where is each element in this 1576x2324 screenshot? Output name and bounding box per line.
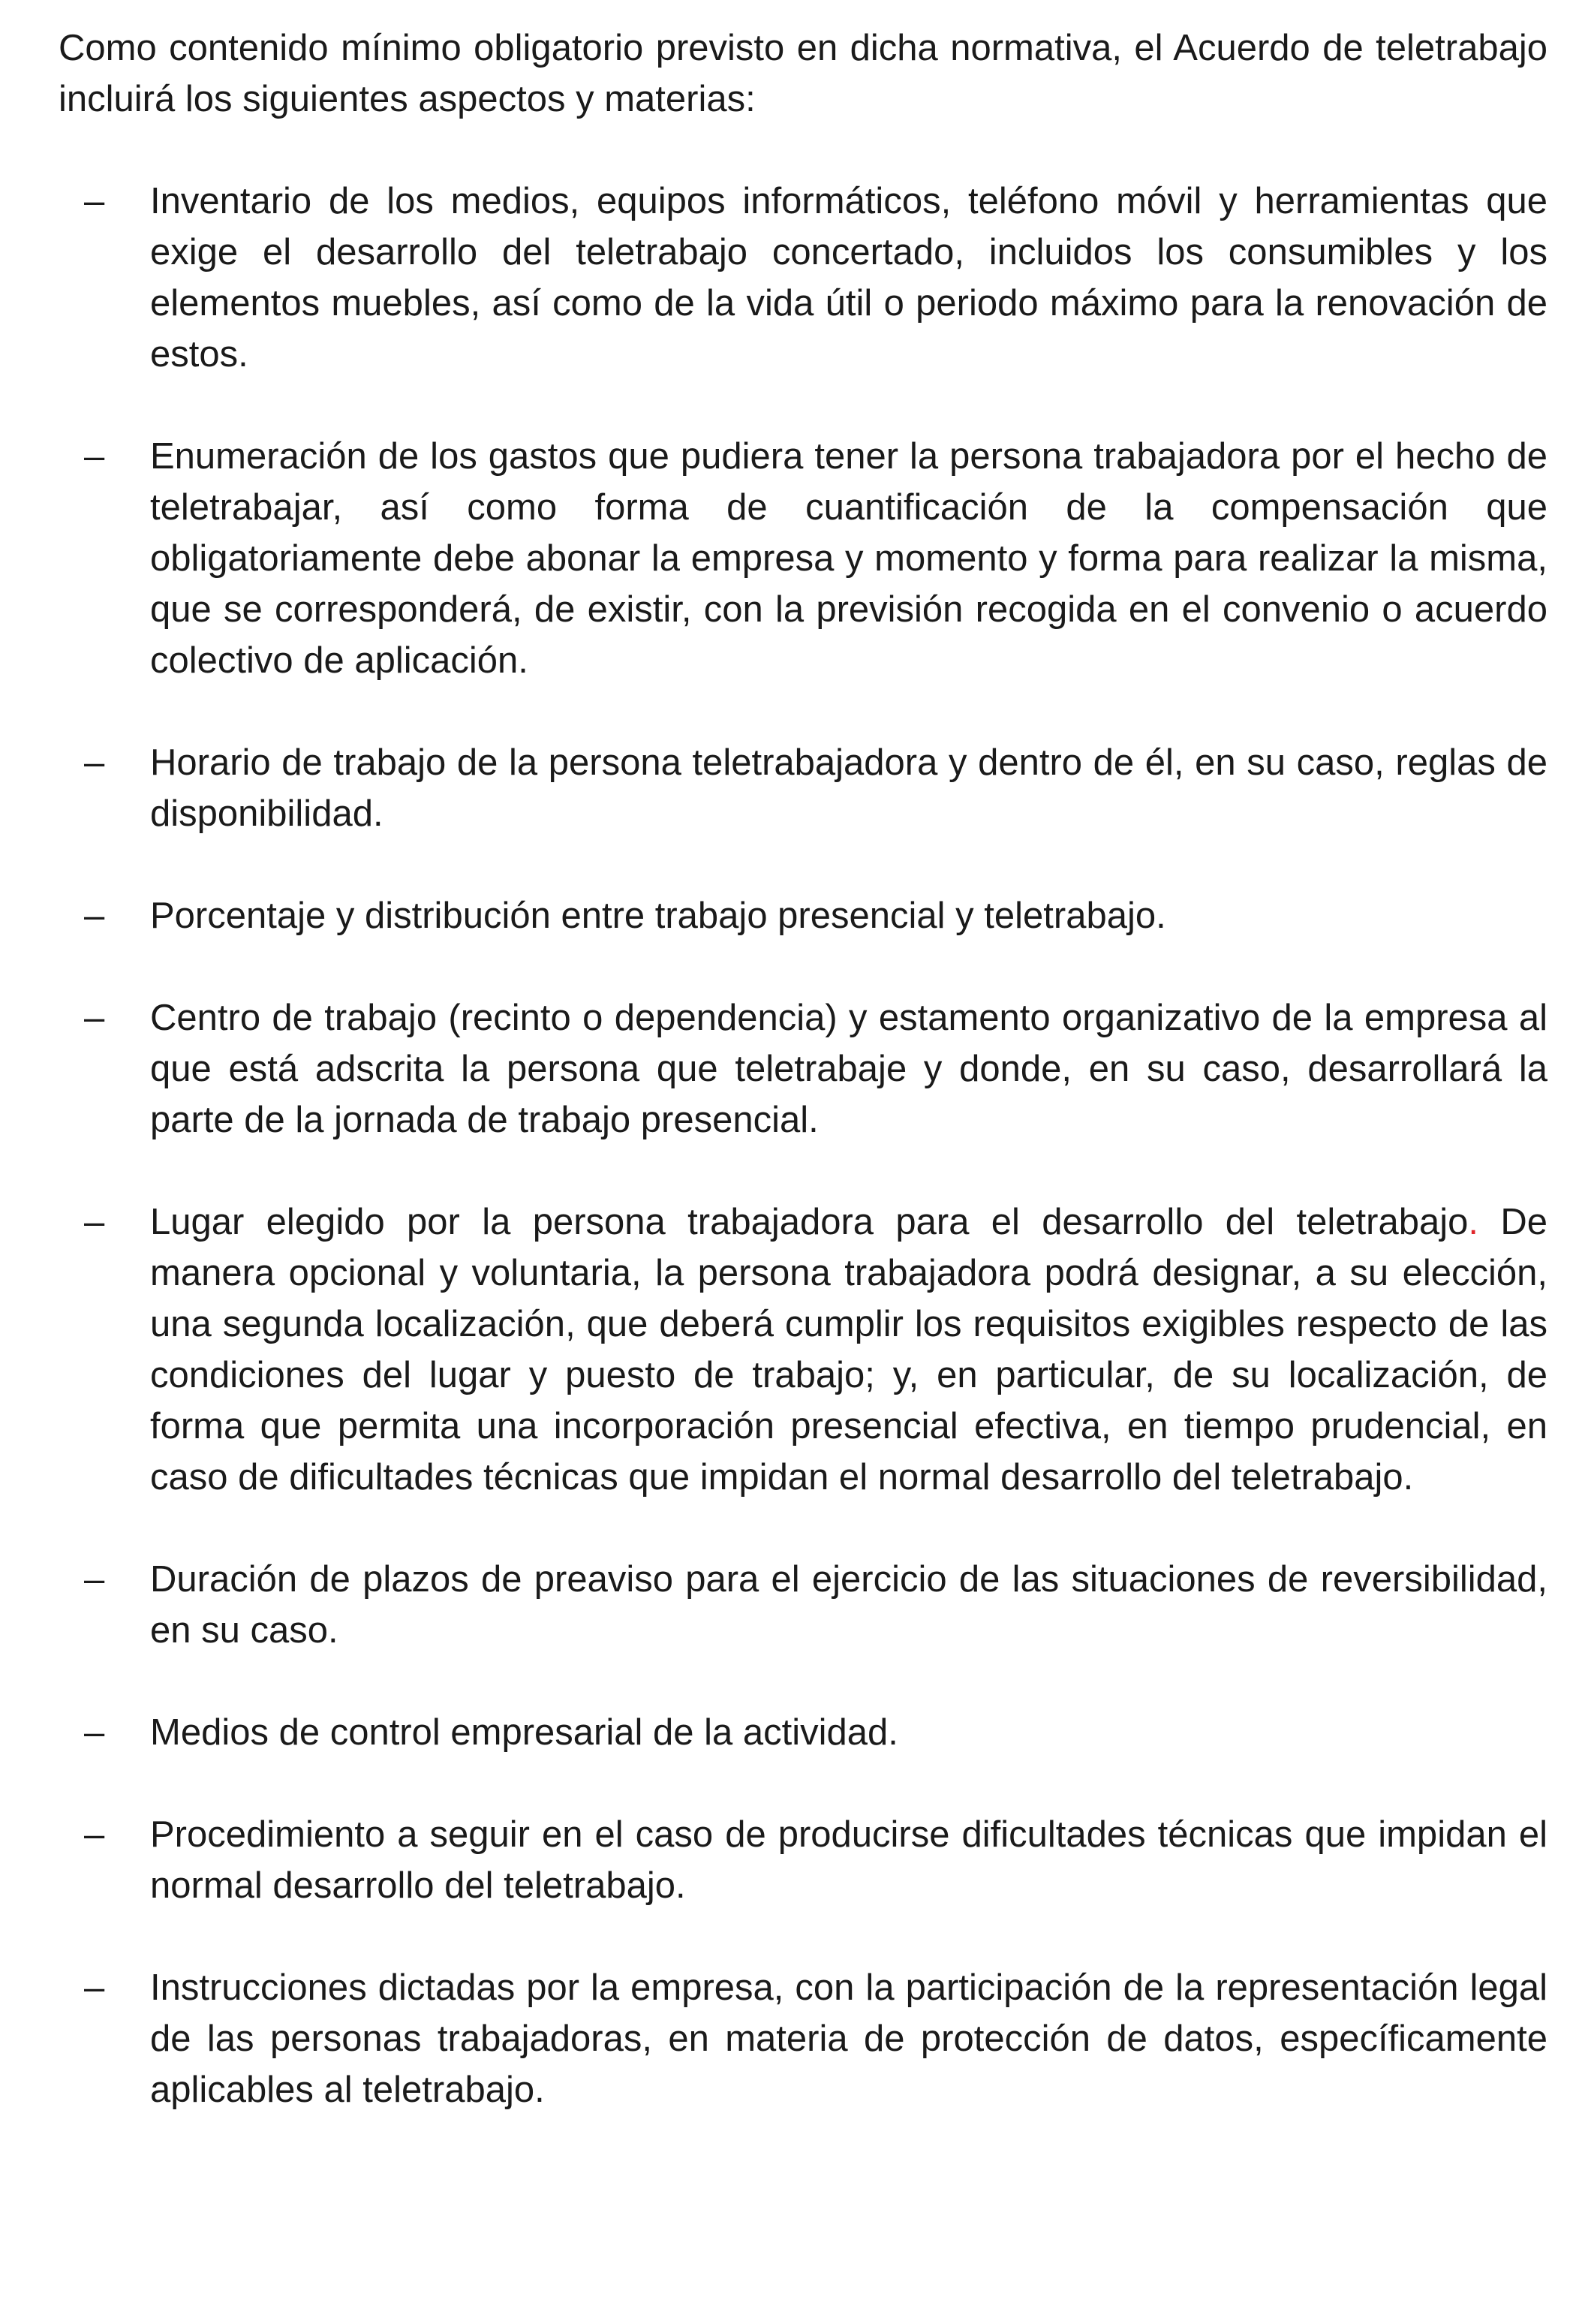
list-item [59,890,1547,941]
list-item-text: Horario de trabajo de la persona teletrabajadora y dentro de él, en su caso, reglas de disponibilidad. [150,742,1547,834]
bullet-dash: – [84,1814,105,1855]
list-item [59,1809,1547,1911]
bullet-dash: – [84,896,105,936]
list-item-text: Duración de plazos de preaviso para el ejercicio de las situaciones de reversibilidad, en su caso. [150,1559,1547,1651]
list-item [59,1197,1547,1503]
requirements-list [59,176,1547,2115]
list-item-text: Procedimiento a seguir en el caso de producirse dificultades técnicas que impidan el normal desarrollo del teletrabajo. [150,1814,1547,1906]
list-item-text: Centro de trabajo (recinto o dependencia) y estamento organizativo de la empresa al que está adscrita la persona que teletrabaje y donde, en su caso, desarrollará la parte de la jornada de trabajo presencial. [150,998,1547,1140]
list-item-text: Enumeración de los gastos que pudiera tener la persona trabajadora por el hecho de teletrabajar, así como forma de cuantificación de la compensación que obligatoriamente debe abonar la empresa y momento y forma para realizar la misma, que se corresponderá, de existir, con la previsión recogida en el convenio o acuerdo colectivo de aplicación. [150,436,1547,681]
list-item-text: Instrucciones dictadas por la empresa, con la participación de la representación legal de las personas trabajadoras, en materia de protección de datos, específicamente aplicables al teletrabajo. [150,1967,1547,2110]
bullet-dash: – [84,436,105,477]
list-item-text-before: Lugar elegido por la persona trabajadora para el desarrollo del teletrabajo [150,1202,1469,1242]
intro-paragraph: Como contenido mínimo obligatorio previsto en dicha normativa, el Acuerdo de teletrabajo incluirá los siguientes aspectos y materias: [59,28,1547,119]
bullet-dash: – [84,1202,105,1242]
list-item [59,1554,1547,1656]
bullet-dash: – [84,1559,105,1600]
list-item [59,176,1547,380]
list-item [59,1707,1547,1758]
list-item [59,431,1547,686]
list-item-text: Medios de control empresarial de la actividad. [150,1712,898,1753]
bullet-dash: – [84,742,105,783]
list-item [59,737,1547,839]
bullet-dash: – [84,1967,105,2008]
list-item [59,1962,1547,2115]
highlighted-period: . [1468,1202,1478,1242]
list-item-text [150,1197,1547,1503]
list-item [59,992,1547,1145]
bullet-dash: – [84,181,105,221]
list-item-text: Inventario de los medios, equipos informáticos, teléfono móvil y herramientas que exige el desarrollo del teletrabajo concertado, incluidos los consumibles y los elementos muebles, así como de la vida útil o periodo máximo para la renovación de estos. [150,181,1547,375]
list-item-text: Porcentaje y distribución entre trabajo presencial y teletrabajo. [150,896,1166,936]
bullet-dash: – [84,1712,105,1753]
document-page [59,23,1547,2166]
bullet-dash: – [84,998,105,1038]
list-item-text-after: De manera opcional y voluntaria, la persona trabajadora podrá designar, a su elección, una segunda localización, que deberá cumplir los requisitos exigibles respecto de las condiciones del lugar y puesto de trabajo; y, en particular, de su localización, de forma que permita una incorporación presencial efectiva, en tiempo prudencial, en caso de dificultades técnicas que impidan el normal desarrollo del teletrabajo. [150,1202,1547,1498]
